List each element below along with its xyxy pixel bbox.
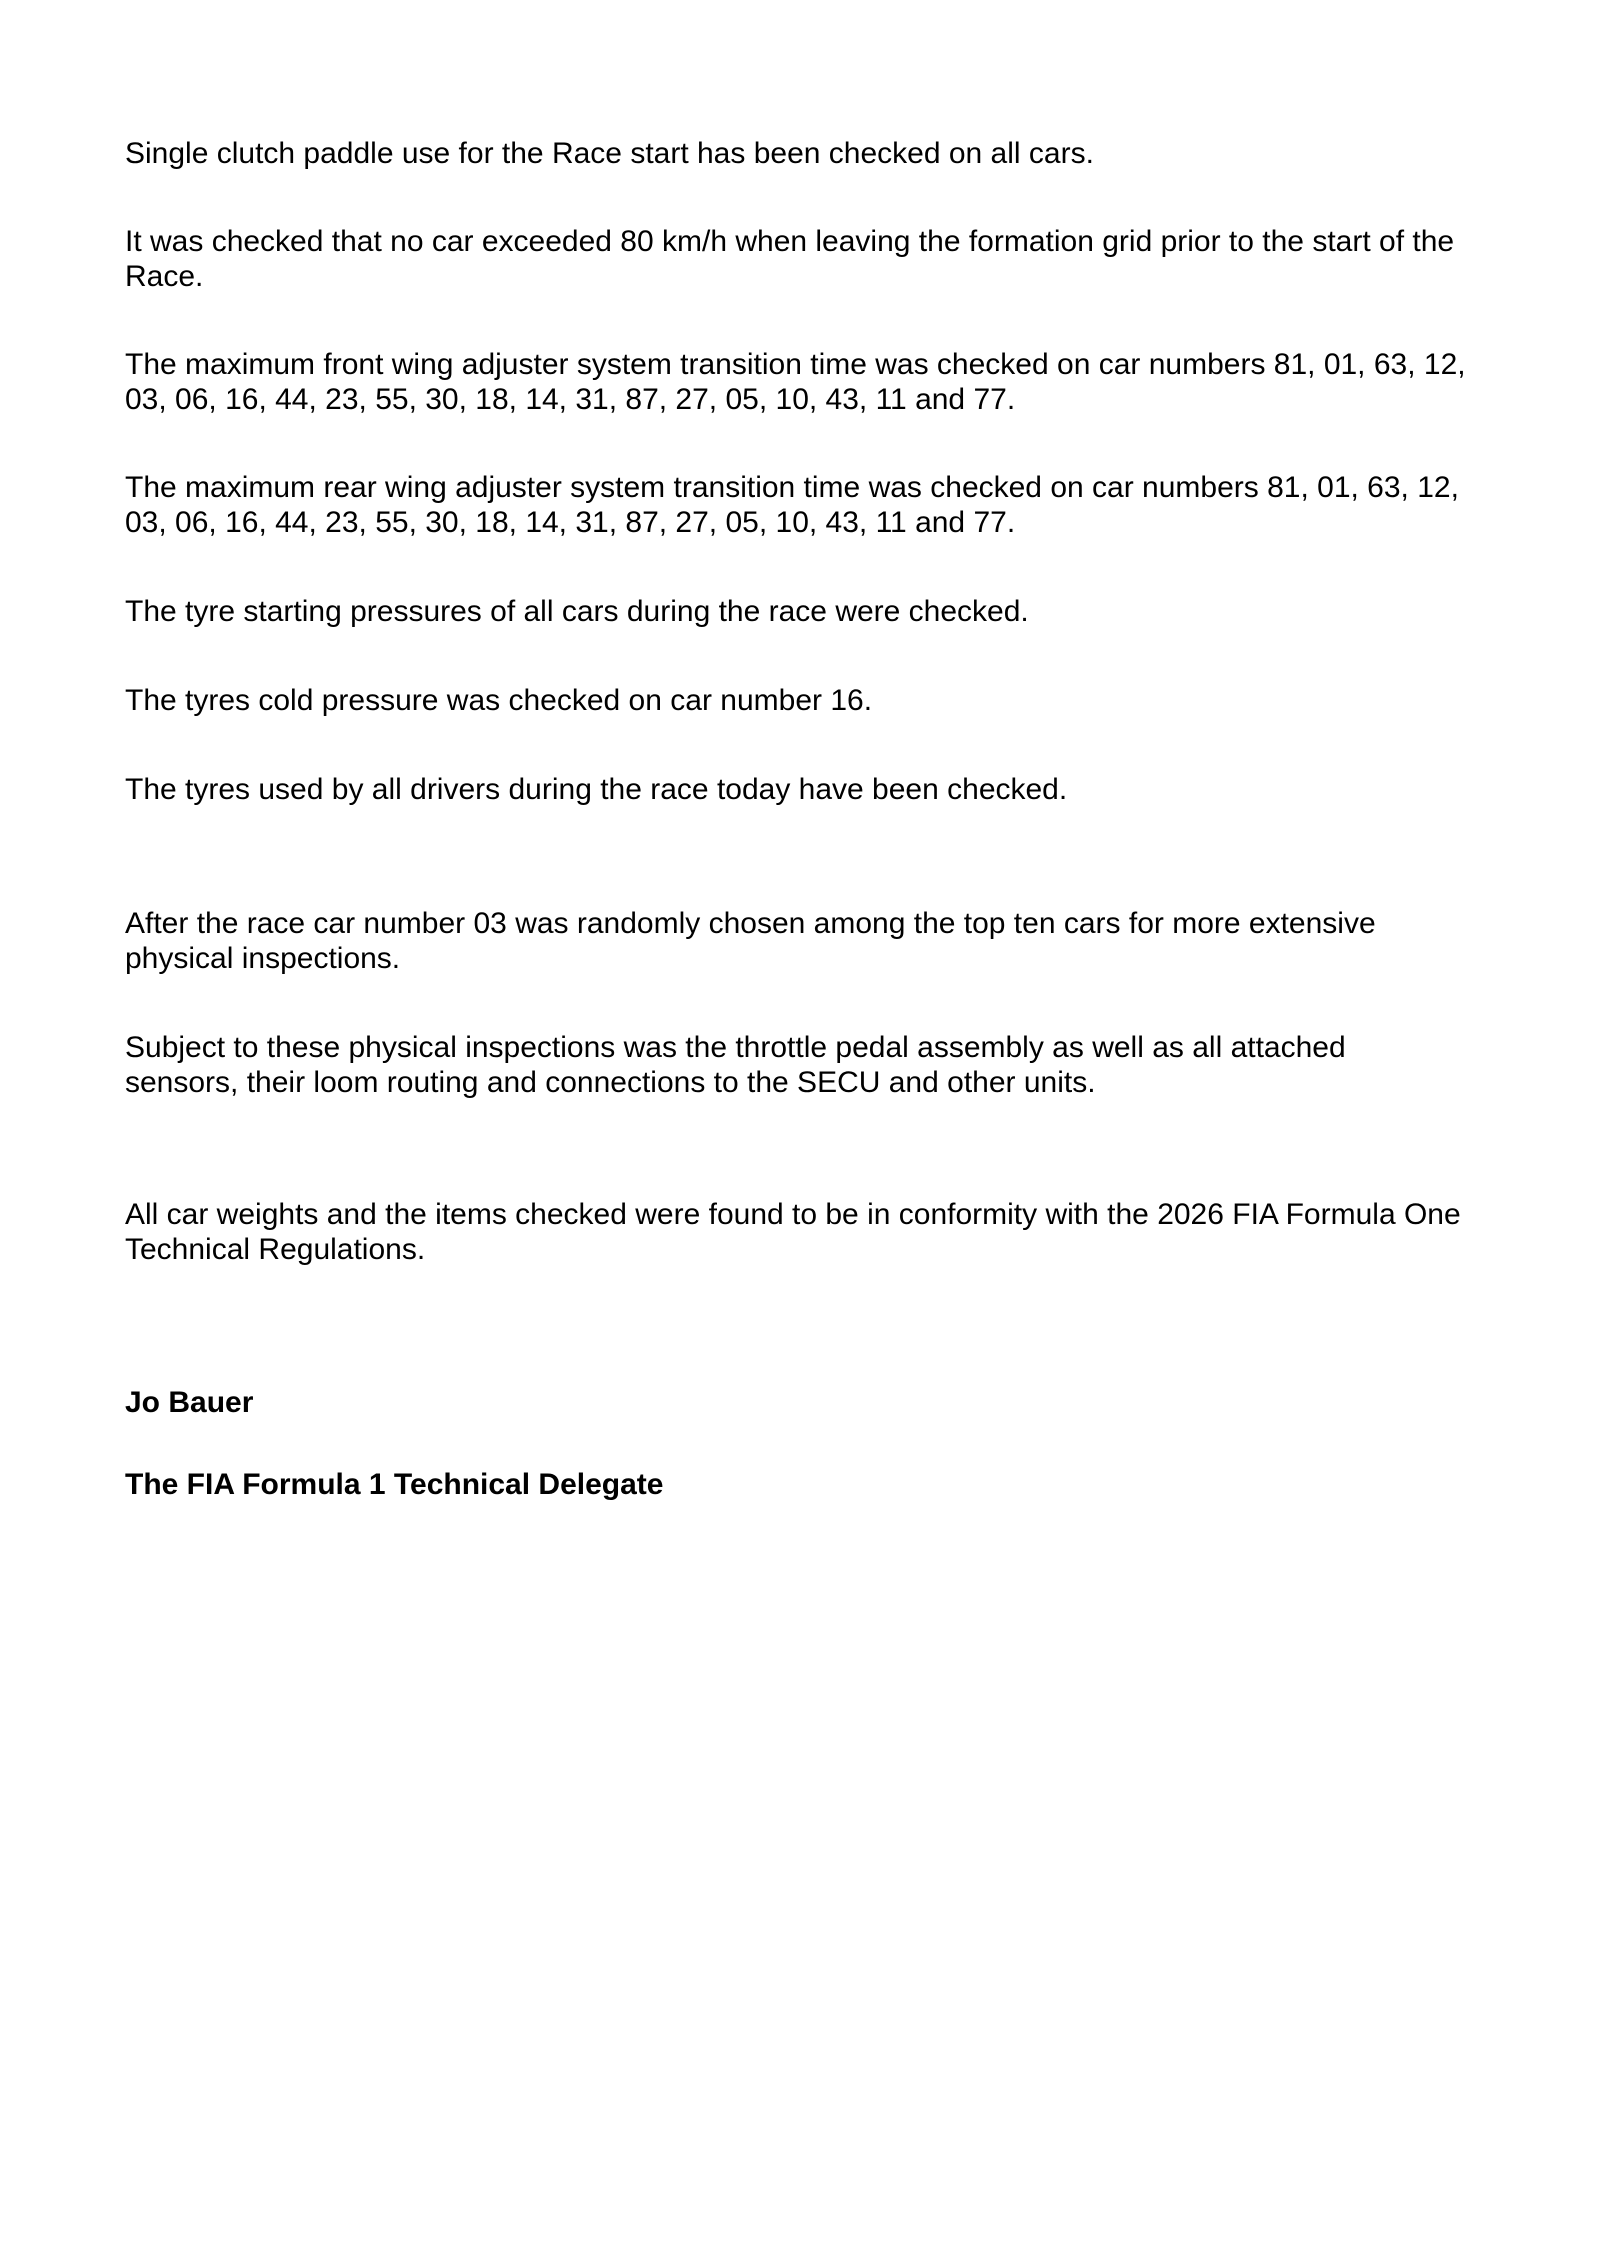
paragraph-tyre-starting-pressures <box>125 594 1505 629</box>
paragraph-throttle-pedal <box>125 1030 1505 1100</box>
signatory-title: The FIA Formula 1 Technical Delegate <box>125 1468 664 1501</box>
signatory-name: Jo Bauer <box>125 1386 254 1419</box>
paragraph-line: Technical Regulations. <box>125 1233 426 1266</box>
paragraph-tyres-used <box>125 772 1505 807</box>
paragraph-line: 03, 06, 16, 44, 23, 55, 30, 18, 14, 31, 87, 27, 05, 10, 43, 11 and 77. <box>125 383 1016 416</box>
paragraph-random-inspection <box>125 906 1505 976</box>
paragraph-line: All car weights and the items checked were found to be in conformity with the 2026 FIA Formula One <box>125 1198 1461 1231</box>
paragraph-tyres-cold-pressure <box>125 683 1505 718</box>
paragraph-line: Single clutch paddle use for the Race start has been checked on all cars. <box>125 137 1094 170</box>
paragraph-line: The maximum rear wing adjuster system transition time was checked on car numbers 81, 01, 63, 12, <box>125 471 1459 504</box>
paragraph-line: Subject to these physical inspections was the throttle pedal assembly as well as all attached <box>125 1031 1346 1064</box>
paragraph-line: The tyre starting pressures of all cars during the race were checked. <box>125 595 1029 628</box>
paragraph-line: Race. <box>125 260 204 293</box>
paragraph-front-wing <box>125 347 1505 417</box>
paragraph-conformity <box>125 1197 1505 1267</box>
paragraph-rear-wing <box>125 470 1505 540</box>
paragraph-line: sensors, their loom routing and connections to the SECU and other units. <box>125 1066 1096 1099</box>
paragraph-line: The tyres cold pressure was checked on car number 16. <box>125 684 873 717</box>
paragraph-line: The maximum front wing adjuster system transition time was checked on car numbers 81, 01, 63, 12, <box>125 348 1466 381</box>
paragraph-line: 03, 06, 16, 44, 23, 55, 30, 18, 14, 31, 87, 27, 05, 10, 43, 11 and 77. <box>125 506 1016 539</box>
paragraph-line: It was checked that no car exceeded 80 km/h when leaving the formation grid prior to the start of the <box>125 225 1455 258</box>
paragraph-clutch-paddle <box>125 136 1505 171</box>
paragraph-line: After the race car number 03 was randomly chosen among the top ten cars for more extensive <box>125 907 1376 940</box>
paragraph-line: physical inspections. <box>125 942 401 975</box>
paragraph-formation-grid-speed <box>125 224 1505 294</box>
paragraph-line: The tyres used by all drivers during the race today have been checked. <box>125 773 1068 806</box>
